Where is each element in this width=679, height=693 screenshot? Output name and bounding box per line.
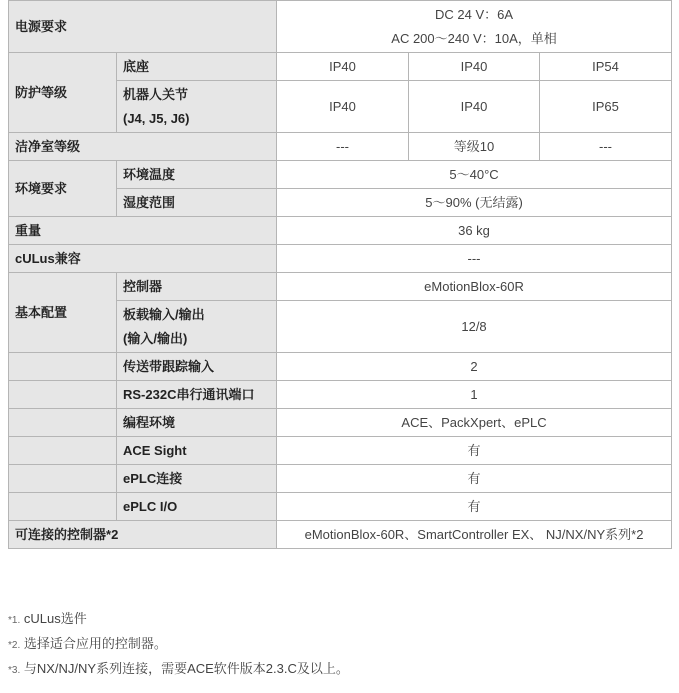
temp-value: 5～40°C bbox=[277, 161, 672, 189]
rs232-label: RS-232C串行通讯端口 bbox=[117, 381, 277, 409]
base-value-3: IP54 bbox=[540, 53, 672, 81]
footnote-mark: *1. bbox=[8, 615, 21, 626]
base-value-2: IP40 bbox=[409, 53, 540, 81]
footnote-text: cULus选件 bbox=[20, 611, 87, 626]
programming-value: ACE、PackXpert、ePLC bbox=[277, 409, 672, 437]
connectable-value-mark: *2 bbox=[631, 526, 644, 542]
row-connectable bbox=[9, 521, 672, 549]
footnote-text: 选择适合应用的控制器。 bbox=[20, 636, 167, 651]
row-power bbox=[9, 1, 672, 53]
eplc-conn-value: 有 bbox=[277, 465, 672, 493]
basic-spacer bbox=[9, 353, 117, 381]
row-protection-base bbox=[9, 53, 672, 81]
footnote-mark: *2. bbox=[8, 640, 21, 651]
ace-sight-value: 有 bbox=[277, 437, 672, 465]
cleanroom-value-3: --- bbox=[540, 133, 672, 161]
footnote bbox=[8, 631, 349, 656]
cleanroom-value-2: 等级10 bbox=[409, 133, 540, 161]
base-label: 底座 bbox=[117, 53, 277, 81]
power-value bbox=[277, 1, 672, 53]
row-ace-sight bbox=[9, 437, 672, 465]
io-label-line-2: (输入/输出) bbox=[123, 330, 188, 346]
connectable-value bbox=[277, 521, 672, 549]
footnote-text: 与NX/NJ/NY系列连接，需要ACE软件版本2.3.C及以上。 bbox=[20, 661, 349, 676]
io-label-line-1: 板载输入/输出 bbox=[123, 306, 205, 322]
row-controller bbox=[9, 273, 672, 301]
row-weight bbox=[9, 217, 672, 245]
ace-sight-label: ACE Sight bbox=[117, 437, 277, 465]
joint-value-3: IP65 bbox=[540, 81, 672, 133]
basic-spacer bbox=[9, 465, 117, 493]
basic-spacer bbox=[9, 493, 117, 521]
joint-value-1: IP40 bbox=[277, 81, 409, 133]
joint-label bbox=[117, 81, 277, 133]
eplc-io-label: ePLC I/O bbox=[117, 493, 277, 521]
connectable-label bbox=[9, 521, 277, 549]
joint-label-line-2: (J4, J5, J6) bbox=[123, 110, 190, 126]
controller-label: 控制器 bbox=[117, 273, 277, 301]
programming-label: 编程环境 bbox=[117, 409, 277, 437]
row-rs232 bbox=[9, 381, 672, 409]
basic-spacer bbox=[9, 381, 117, 409]
weight-value: 36 kg bbox=[277, 217, 672, 245]
connectable-label-text: 可连接的控制器 bbox=[15, 526, 107, 542]
controller-value: eMotionBlox-60R bbox=[277, 273, 672, 301]
culus-value: --- bbox=[277, 245, 672, 273]
culus-label: cULus兼容 bbox=[9, 245, 277, 273]
row-env-temp bbox=[9, 161, 672, 189]
spec-table bbox=[8, 0, 672, 549]
row-culus bbox=[9, 245, 672, 273]
cleanroom-label: 洁净室等级 bbox=[9, 133, 277, 161]
basic-spacer bbox=[9, 409, 117, 437]
io-value: 12/8 bbox=[277, 301, 672, 353]
connectable-value-text: eMotionBlox-60R、SmartController EX、 NJ/NX/NY系列 bbox=[304, 526, 632, 542]
conveyor-value: 2 bbox=[277, 353, 672, 381]
power-label: 电源要求 bbox=[9, 1, 277, 53]
row-programming bbox=[9, 409, 672, 437]
footnote bbox=[8, 606, 349, 631]
footnote-mark: *3. bbox=[8, 665, 21, 676]
connectable-label-mark: *2 bbox=[106, 526, 119, 542]
row-conveyor bbox=[9, 353, 672, 381]
joint-label-line-1: 机器人关节 bbox=[123, 86, 189, 102]
row-eplc-io bbox=[9, 493, 672, 521]
eplc-conn-label: ePLC连接 bbox=[117, 465, 277, 493]
humidity-label: 湿度范围 bbox=[117, 189, 277, 217]
humidity-value: 5～90% (无结露) bbox=[277, 189, 672, 217]
power-line-1: DC 24 V：6A bbox=[435, 6, 514, 22]
footnote bbox=[8, 656, 349, 681]
basic-config-label: 基本配置 bbox=[9, 273, 117, 353]
basic-spacer bbox=[9, 437, 117, 465]
weight-label: 重量 bbox=[9, 217, 277, 245]
joint-value-2: IP40 bbox=[409, 81, 540, 133]
row-eplc-conn bbox=[9, 465, 672, 493]
io-label bbox=[117, 301, 277, 353]
cleanroom-value-1: --- bbox=[277, 133, 409, 161]
row-cleanroom bbox=[9, 133, 672, 161]
footnotes bbox=[8, 606, 349, 681]
protection-label: 防护等级 bbox=[9, 53, 117, 133]
conveyor-label: 传送带跟踪输入 bbox=[117, 353, 277, 381]
temp-label: 环境温度 bbox=[117, 161, 277, 189]
environment-label: 环境要求 bbox=[9, 161, 117, 217]
rs232-value: 1 bbox=[277, 381, 672, 409]
power-line-2: AC 200～240 V：10A，单相 bbox=[391, 30, 557, 46]
eplc-io-value: 有 bbox=[277, 493, 672, 521]
base-value-1: IP40 bbox=[277, 53, 409, 81]
